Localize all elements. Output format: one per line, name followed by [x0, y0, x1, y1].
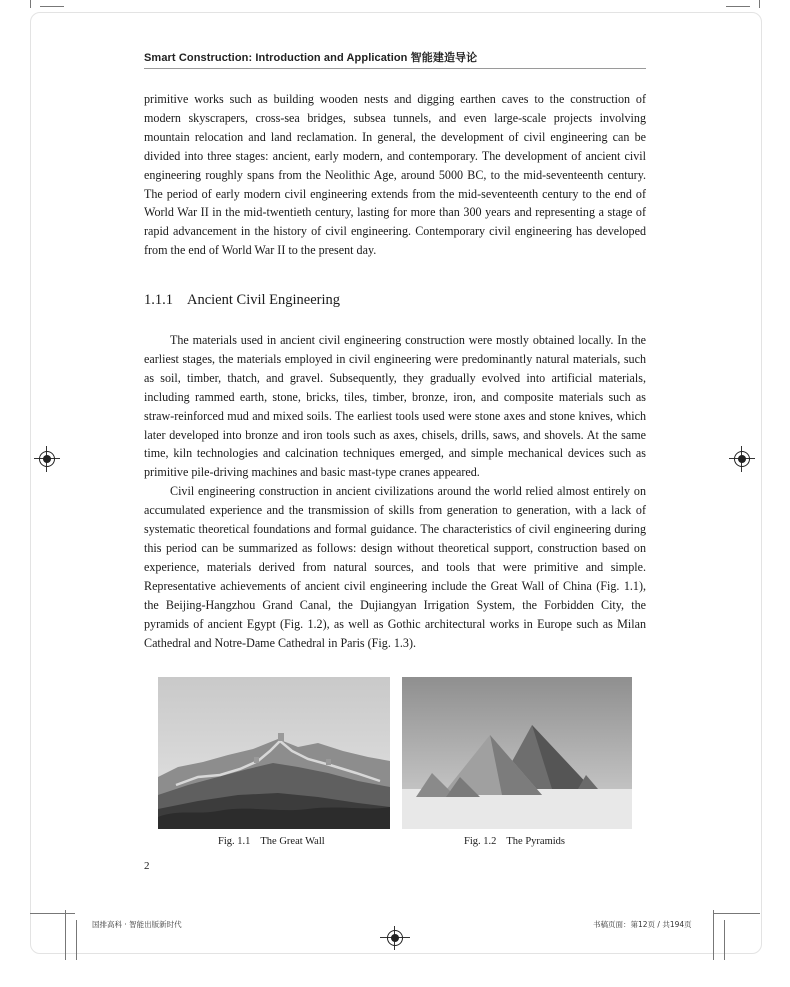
- section-number: 1.1.1: [144, 292, 173, 308]
- header-rule: [144, 68, 646, 69]
- crop-mark-top-right: [759, 0, 760, 8]
- crop-mark-bottom-left-h: [30, 913, 75, 914]
- registration-mark-left-icon: [39, 451, 55, 467]
- section-body: [144, 331, 646, 652]
- section-title: Ancient Civil Engineering: [187, 292, 341, 308]
- great-wall-photo: [158, 677, 390, 829]
- registration-mark-bottom-icon: [387, 930, 403, 946]
- figure-label: Fig. 1.1: [218, 836, 251, 847]
- figure-pyramids-image: [402, 677, 632, 829]
- footer-right: 书稿页面：第12页 / 共194页: [593, 920, 692, 929]
- paragraph: Civil engineering construction in ancient civilizations around the world relied almost entirely on accumulated experience and the transmission of skills from generation to generation, with a lack of systematic theoretical foundations and formal guidance. The characteristics of civil engineering during this period can be summarized as follows: design without theoretical support, construction based on experience, materials derived from natural sources, and tools that were primitive and simple. Representative achievements of ancient civil engineering include the Great Wall of China (Fig. 1.1), the Beijing-Hangzhou Grand Canal, the Dujiangyan Irrigation System, the Forbidden City, the pyramids of ancient Egypt (Fig. 1.2), as well as Gothic architectural works in Europe such as Milan Cathedral and Notre-Dame Cathedral in Paris (Fig. 1.3).: [144, 484, 646, 650]
- registration-mark-right-icon: [734, 451, 750, 467]
- figure-great-wall-image: [158, 677, 390, 829]
- figure-caption-text: The Great Wall: [260, 836, 325, 847]
- intro-text: [144, 90, 646, 260]
- crop-mark-bottom-right-v2: [724, 920, 725, 960]
- crop-mark-top-left: [30, 0, 31, 8]
- figure-caption: [464, 836, 565, 847]
- crop-mark-top-right-h: [726, 6, 750, 7]
- running-head: Smart Construction: Introduction and Application 智能建造导论: [144, 52, 478, 64]
- footer-left: 国排高科 · 智能出版新时代: [92, 920, 182, 929]
- pyramids-photo: [402, 677, 632, 829]
- crop-mark-bottom-right-v: [713, 910, 714, 960]
- crop-mark-top-left-h: [40, 6, 64, 7]
- crop-mark-bottom-left-v2: [76, 920, 77, 960]
- crop-mark-bottom-right-h: [713, 913, 760, 914]
- crop-mark-bottom-left-v: [65, 910, 66, 960]
- paragraph: The materials used in ancient civil engineering construction were mostly obtained locally. In the earliest stages, the materials employed in civil engineering were predominantly natural materials, such as soil, timber, thatch, and gravel. Subsequently, they gradually evolved into artificial materials, including rammed earth, stone, bricks, tiles, timber, bronze, iron, and composite materials such as straw-reinforced mud and mixed soils. The earliest tools used were stone axes and stone knives, which later developed into bronze and iron tools such as axes, chisels, drills, saws, and shovels. At the same time, kiln technologies and calcination techniques emerged, and simple mechanical devices such as primitive pile-driving machines and basic mast-type cranes appeared.: [144, 333, 646, 480]
- section-heading: [144, 292, 340, 309]
- figure-caption: [218, 836, 325, 847]
- page-number: 2: [144, 860, 150, 872]
- figure-caption-text: The Pyramids: [506, 836, 566, 847]
- paragraph: primitive works such as building wooden nests and digging earthen caves to the construction of modern skyscrapers, cross-sea bridges, subsea tunnels, and even large-scale projects involving mountain relocation and land reclamation. In general, the development of civil engineering can be divided into three stages: ancient, early modern, and contemporary. The development of ancient civil engineering roughly spans from the Neolithic Age, around 5000 BC, to the mid-seventeenth century. The period of early modern civil engineering extends from the mid-seventeenth century to the end of World War II in the mid-twentieth century, lasting for more than 300 years and representing a stage of rapid advancement in the history of civil engineering. Contemporary civil engineering has developed from the end of World War II to the present day.: [144, 92, 646, 258]
- figure-label: Fig. 1.2: [464, 836, 497, 847]
